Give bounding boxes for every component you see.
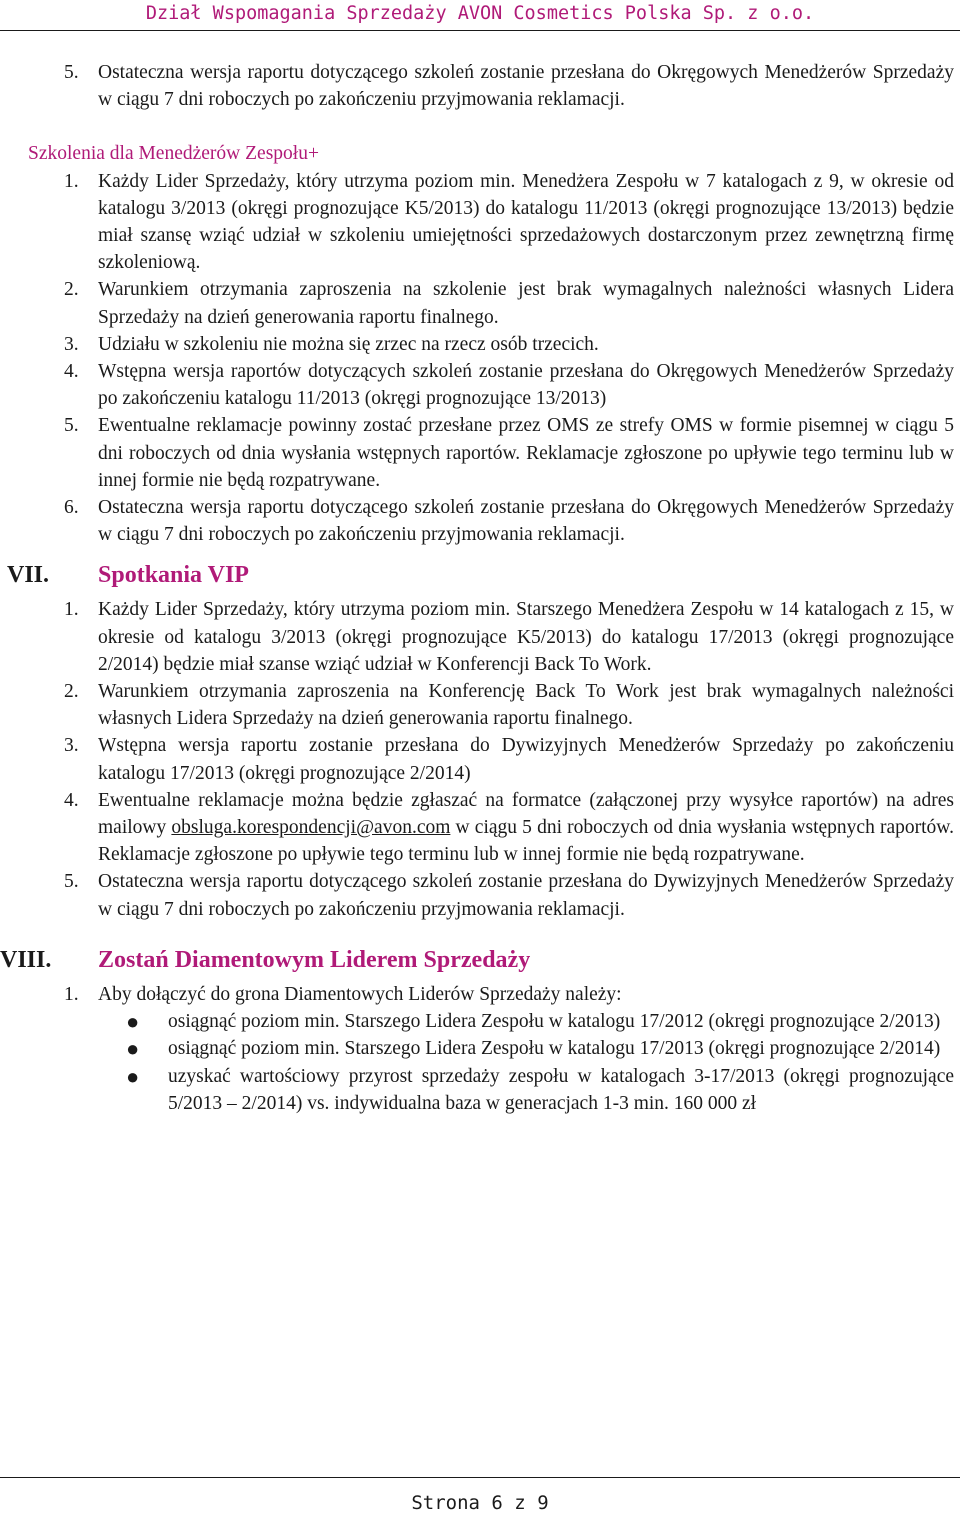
bullet-item — [126, 1063, 954, 1117]
subsection-title: Szkolenia dla Menedżerów Zespołu+ — [28, 143, 319, 165]
page-header: Dział Wspomagania Sprzedaży AVON Cosmetics Polska Sp. z o.o. — [145, 3, 815, 24]
list-text: Warunkiem otrzymania zaproszenia na szkolenie jest brak wymagalnych należności własnych Lidera Sprzedaży na dzień generowania raportu finalnego. — [98, 279, 954, 328]
list-number: 4. — [64, 789, 79, 811]
bullet-item — [126, 1008, 954, 1035]
list-number: 2. — [64, 681, 79, 703]
list-text: Aby dołączyć do grona Diamentowych Liderów Sprzedaży należy: — [98, 983, 622, 1005]
list-item — [64, 678, 954, 732]
list-number: 6. — [64, 497, 79, 519]
list-text: Ostateczna wersja raportu dotyczącego szkoleń zostanie przesłana do Okręgowych Menedżerów Sprzedaży w ciągu 7 dni roboczych po zakończeniu przyjmowania reklamacji. — [98, 62, 954, 111]
list-item — [64, 276, 954, 330]
list-item — [64, 732, 954, 786]
list-item — [64, 596, 954, 678]
list-number: 5. — [64, 871, 79, 893]
list-item — [64, 168, 954, 277]
list-text: Ostateczna wersja raportu dotyczącego szkoleń zostanie przesłana do Dywizyjnych Menedżerów Sprzedaży w ciągu 7 dni roboczych po zakończeniu przyjmowania reklamacji. — [98, 871, 954, 920]
list-text: Warunkiem otrzymania zaproszenia na Konferencję Back To Work jest brak wymagalnych należności własnych Lidera Sprzedaży na dzień generowania raportu finalnego. — [98, 681, 954, 730]
document-body — [0, 59, 960, 1117]
list-item — [64, 358, 954, 412]
bullet-text: osiągnąć poziom min. Starszego Lidera Zespołu w katalogu 17/2012 (okręgi prognozujące 2/2013) — [168, 1011, 941, 1033]
list-text: Każdy Lider Sprzedaży, który utrzyma poziom min. Starszego Menedżera Zespołu w 14 katalogach z 15, w okresie od katalogu 3/2013 (okręgi prognozujące K5/2013) do katalogu 17/2013 (okręgi prognozujące 2/2014) będzie miał szanse wziąć udział w Konferencji Back To Work. — [98, 599, 954, 675]
section-title: Spotkania VIP — [98, 562, 249, 589]
list-number: 5. — [64, 62, 79, 83]
list-item — [64, 494, 954, 548]
bullet-text: uzyskać wartościowy przyrost sprzedaży zespołu w katalogach 3-17/2013 (okręgi prognozujące 5/2013 – 2/2014) vs. indywidualna baza w generacjach 1-3 min. 160 000 zł — [168, 1065, 954, 1114]
section-title: Zostań Diamentowym Liderem Sprzedaży — [98, 946, 531, 973]
list-item — [64, 59, 954, 113]
list-text: Ostateczna wersja raportu dotyczącego szkoleń zostanie przesłana do Okręgowych Menedżerów Sprzedaży w ciągu 7 dni roboczych po zakończeniu przyjmowania reklamacji. — [98, 497, 954, 546]
bullet-item — [126, 1035, 954, 1062]
list-number: 3. — [64, 333, 79, 355]
list-number: 1. — [64, 599, 79, 621]
bullet-text: osiągnąć poziom min. Starszego Lidera Zespołu w katalogu 17/2013 (okręgi prognozujące 2/2014) — [168, 1038, 941, 1060]
email-link[interactable]: obsluga.korespondencji@avon.com — [171, 817, 451, 839]
list-text: Każdy Lider Sprzedaży, który utrzyma poziom min. Menedżera Zespołu w 7 katalogach z 9, w okresie od katalogu 3/2013 (okręgi prognozujące K5/2013) do katalogu 11/2013 (okręgi prognozujące 13/2013) będzie miał szansę wziąć udział w szkoleniu umiejętności sprzedażowych dostarczonym przez zewnętrzną firmę szkoleniową. — [98, 170, 954, 274]
bullet-icon: ● — [126, 1063, 140, 1089]
list-item — [64, 331, 954, 358]
page-number: Strona 6 z 9 — [411, 1492, 549, 1514]
list-number: 3. — [64, 735, 79, 757]
list-number: 5. — [64, 415, 79, 437]
section-heading-viii — [0, 945, 960, 975]
section-number: VIII. — [0, 946, 52, 973]
list-item — [64, 981, 954, 1008]
footer-divider — [0, 1477, 960, 1478]
list-number: 1. — [64, 983, 79, 1005]
header-divider — [0, 30, 960, 31]
bullet-icon: ● — [126, 1036, 140, 1062]
list-text: Udziału w szkoleniu nie można się zrzec na rzecz osób trzecich. — [98, 333, 599, 355]
list-text-after-link: w ciągu 5 dni roboczych od dnia wysłania wstępnych raportów. Reklamacje zgłoszone po upływie tego terminu lub w innej formie nie będą rozpatrywane. — [98, 817, 954, 866]
bullet-icon: ● — [126, 1009, 140, 1035]
list-text-before-link: Ewentualne reklamacje można będzie zgłaszać na formatce (załączonej przy wysyłce raportów) na adres mailowy — [98, 789, 954, 839]
section-heading-vii — [0, 560, 960, 590]
list-item — [64, 868, 954, 922]
list-number: 1. — [64, 170, 79, 192]
list-text: Ewentualne reklamacje powinny zostać przesłane przez OMS ze strefy OMS w formie pisemnej w ciągu 5 dni roboczych od dnia wysłania wstępnych raportów. Reklamacje zgłoszone po upływie tego terminu lub w innej formie nie będą rozpatrywane. — [98, 415, 954, 491]
list-number: 2. — [64, 279, 79, 301]
list-item — [64, 787, 954, 869]
list-number: 4. — [64, 361, 79, 383]
section-number: VII. — [7, 562, 50, 589]
list-text: Wstępna wersja raportów dotyczących szkoleń zostanie przesłana do Okręgowych Menedżerów Sprzedaży po zakończeniu katalogu 11/2013 (okręgi prognozujące 13/2013) — [98, 361, 954, 410]
list-text: Wstępna wersja raportu zostanie przesłana do Dywizyjnych Menedżerów Sprzedaży po zakończeniu katalogu 17/2013 (okręgi prognozujące 2/2014) — [98, 735, 954, 784]
list-item — [64, 412, 954, 494]
